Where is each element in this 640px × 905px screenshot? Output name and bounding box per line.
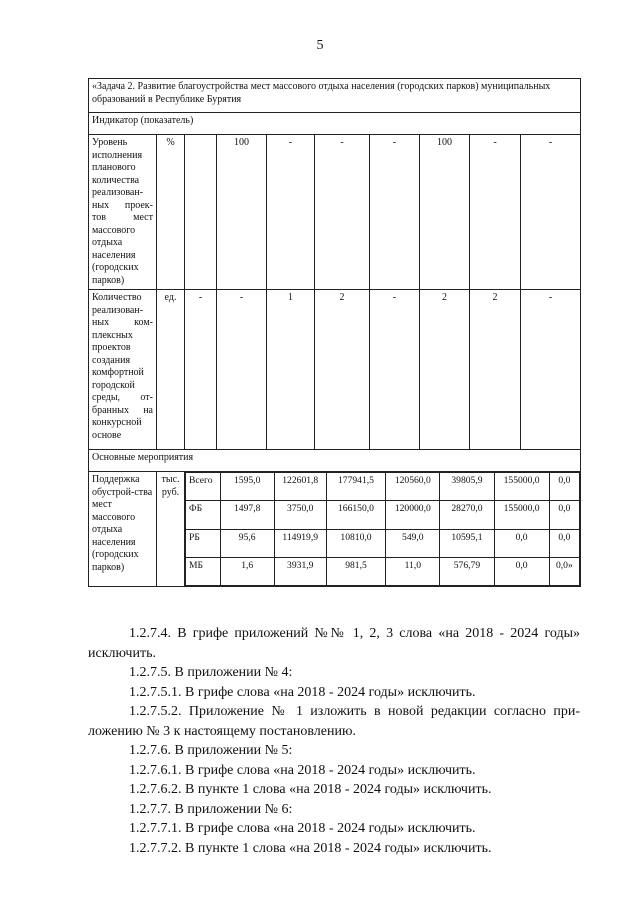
paragraph: 1.2.7.5.2. Приложение № 1 изложить в новой редакции согласно при-ложению № 3 к настоящему постановлению. <box>88 704 580 739</box>
indicator-value: - <box>267 135 315 290</box>
funding-table <box>185 472 580 586</box>
activity-unit: тыс. руб. <box>157 472 185 587</box>
funding-value: 28270,0 <box>440 501 494 529</box>
funding-value: 0,0» <box>549 557 579 585</box>
funding-value: 10810,0 <box>326 529 386 557</box>
funding-label: ФБ <box>186 501 221 529</box>
funding-row <box>186 557 580 585</box>
paragraph: 1.2.7.7.1. В грифе слова «на 2018 - 2024 годы» исключить. <box>129 821 476 836</box>
funding-label: Всего <box>186 473 221 501</box>
funding-value: 549,0 <box>386 529 440 557</box>
funding-value: 120560,0 <box>386 473 440 501</box>
indicator-value: - <box>470 135 521 290</box>
activity-name: Поддержка обустрой-ства мест массового отдыха населения (городских парков) <box>89 472 157 587</box>
funding-value: 0,0 <box>549 501 579 529</box>
indicator-value: - <box>217 290 267 450</box>
paragraph: 1.2.7.5. В приложении № 4: <box>129 665 293 680</box>
funding-value: 155000,0 <box>494 501 549 529</box>
indicator-value: 2 <box>420 290 470 450</box>
page-number: 5 <box>316 38 324 53</box>
funding-value: 0,0 <box>549 473 579 501</box>
indicator-value: 2 <box>315 290 370 450</box>
funding-value: 981,5 <box>326 557 386 585</box>
funding-value: 120000,0 <box>386 501 440 529</box>
funding-value: 3931,9 <box>274 557 326 585</box>
funding-label: РБ <box>186 529 221 557</box>
indicator-value: 1 <box>267 290 315 450</box>
funding-value: 1497,8 <box>220 501 274 529</box>
funding-row <box>186 473 580 501</box>
funding-value: 0,0 <box>494 557 549 585</box>
funding-label: МБ <box>186 557 221 585</box>
indicator-value: - <box>370 135 420 290</box>
indicator-value: 2 <box>470 290 521 450</box>
funding-value: 0,0 <box>494 529 549 557</box>
indicator-value: 100 <box>420 135 470 290</box>
body-text <box>88 624 580 858</box>
task-title: «Задача 2. Развитие благоустройства мест массового отдыха населения (городских парков) муниципальных образований в Республике Бурятия <box>89 79 581 113</box>
funding-value: 155000,0 <box>494 473 549 501</box>
indicator-value: 100 <box>217 135 267 290</box>
indicator-row <box>89 290 581 450</box>
paragraph: 1.2.7.7.2. В пункте 1 слова «на 2018 - 2024 годы» исключить. <box>129 840 492 856</box>
funding-value: 95,6 <box>220 529 274 557</box>
indicator-value: - <box>521 290 581 450</box>
paragraph: 1.2.7.6.1. В грифе слова «на 2018 - 2024 годы» исключить. <box>129 762 476 778</box>
indicator-value: - <box>315 135 370 290</box>
funding-value: 11,0 <box>386 557 440 585</box>
funding-value: 0,0 <box>549 529 579 557</box>
paragraph: 1.2.7.5.1. В грифе слова «на 2018 - 2024 годы» исключить. <box>129 684 476 700</box>
funding-row <box>186 501 580 529</box>
funding-value: 39805,9 <box>440 473 494 501</box>
paragraph: 1.2.7.7. В приложении № 6: <box>129 801 293 817</box>
paragraph: 1.2.7.6. В приложении № 5: <box>129 743 293 758</box>
indicator-unit: ед. <box>157 290 185 450</box>
paragraph: 1.2.7.6.2. В пункте 1 слова «на 2018 - 2024 годы» исключить. <box>129 782 492 797</box>
indicator-name: Уровень исполнения планового количества реализован-ных проек-тов мест массового отдыха населения (городских парков) <box>89 135 157 290</box>
funding-row <box>186 529 580 557</box>
indicator-value: - <box>185 290 217 450</box>
funding-value: 576,79 <box>440 557 494 585</box>
program-table <box>88 78 581 587</box>
activities-header: Основные мероприятия <box>89 450 581 472</box>
indicator-unit: % <box>157 135 185 290</box>
indicator-value <box>185 135 217 290</box>
funding-value: 1595,0 <box>220 473 274 501</box>
indicator-value: - <box>370 290 420 450</box>
indicator-header: Индикатор (показатель) <box>89 113 581 135</box>
funding-value: 177941,5 <box>326 473 386 501</box>
funding-value: 114919,9 <box>274 529 326 557</box>
indicator-value: - <box>521 135 581 290</box>
funding-value: 10595,1 <box>440 529 494 557</box>
indicator-name: Количество реализован-ных ком-плексных проектов создания комфортной городской среды, от-бранных на конкурсной основе <box>89 290 157 450</box>
paragraph: 1.2.7.4. В грифе приложений №№ 1, 2, 3 слова «на 2018 - 2024 годы» исключить. <box>88 626 580 661</box>
funding-value: 1,6 <box>220 557 274 585</box>
funding-value: 3750,0 <box>274 501 326 529</box>
funding-value: 166150,0 <box>326 501 386 529</box>
funding-value: 122601,8 <box>274 473 326 501</box>
indicator-row <box>89 135 581 290</box>
